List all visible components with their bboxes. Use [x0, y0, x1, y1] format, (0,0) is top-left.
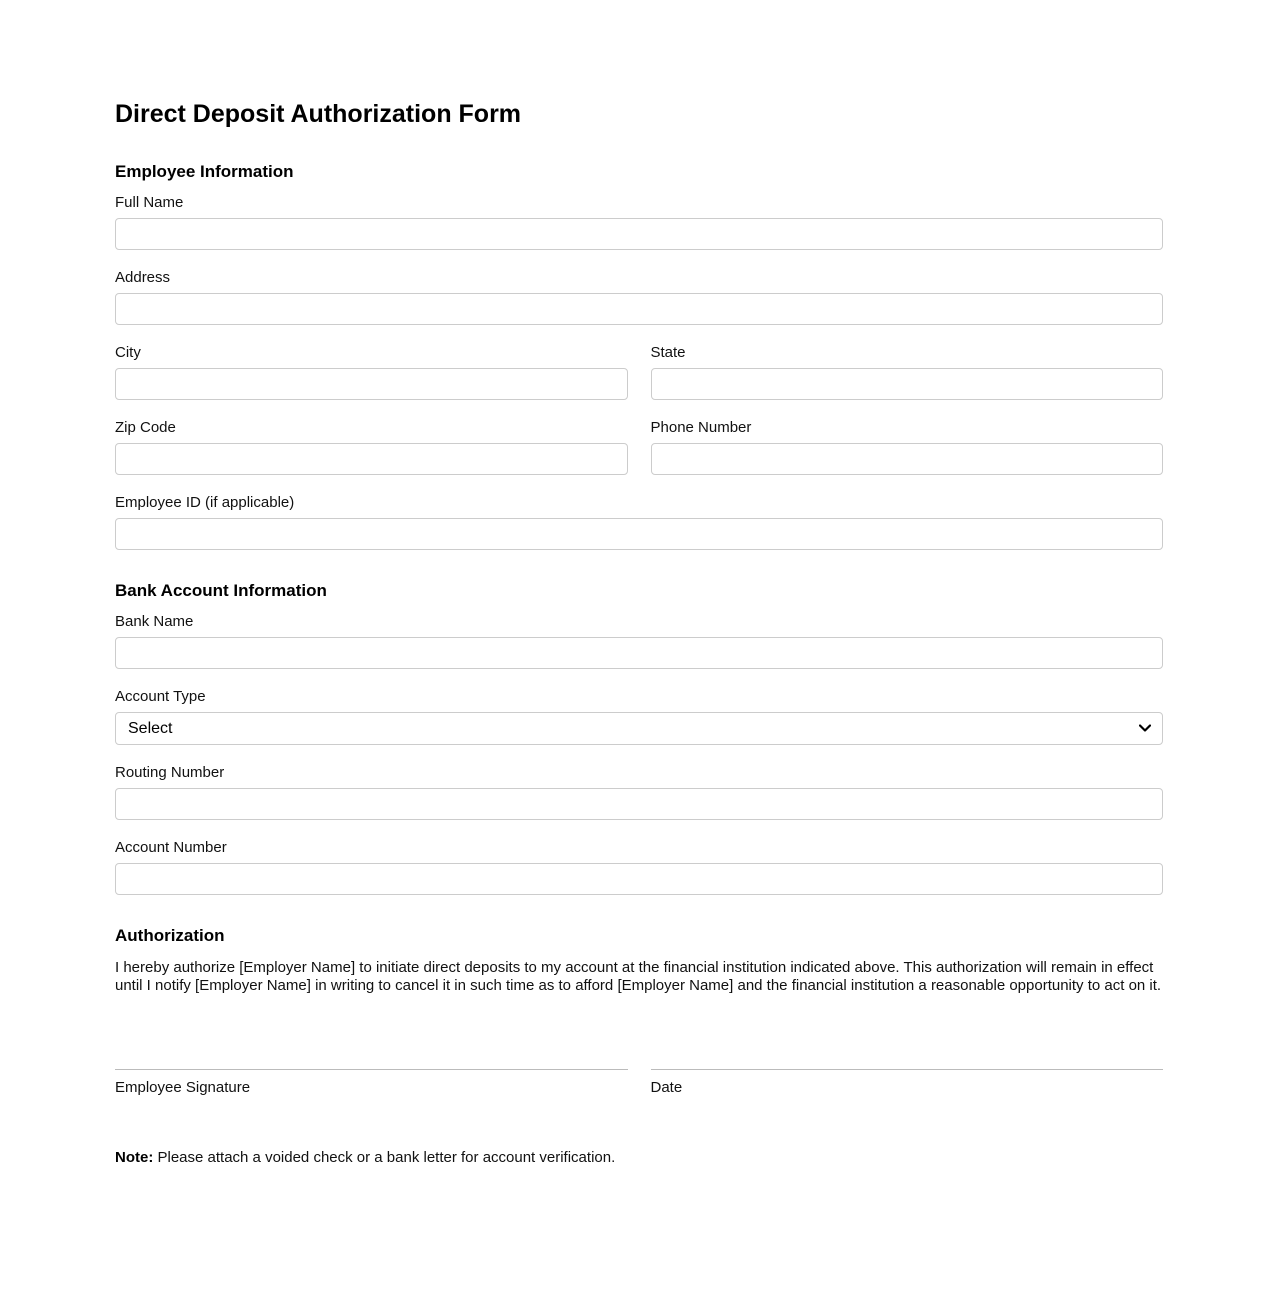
employee-id-input[interactable] — [115, 518, 1163, 550]
account-type-select-wrap — [115, 712, 1163, 745]
bank-account-information-heading: Bank Account Information — [115, 580, 327, 600]
note — [115, 1149, 1163, 1167]
city-state-row — [115, 345, 1163, 420]
zip-phone-row — [115, 420, 1163, 495]
city-input[interactable] — [115, 368, 628, 400]
account-number-label: Account Number — [115, 838, 227, 856]
full-name-label: Full Name — [115, 193, 184, 211]
account-number-input[interactable] — [115, 863, 1163, 895]
state-field — [651, 345, 1164, 400]
routing-number-input[interactable] — [115, 788, 1163, 820]
note-prefix: Note: — [115, 1148, 154, 1166]
page-title: Direct Deposit Authorization Form — [115, 100, 522, 128]
state-label: State — [650, 343, 686, 361]
employee-signature-line — [115, 1069, 628, 1070]
bank-name-input[interactable] — [115, 637, 1163, 669]
zip-code-label: Zip Code — [115, 418, 176, 436]
account-type-field — [115, 689, 1163, 745]
date-line — [651, 1069, 1164, 1070]
date-label: Date — [650, 1078, 683, 1096]
address-field — [115, 270, 1163, 325]
bank-name-label: Bank Name — [115, 612, 194, 630]
signature-row — [115, 1069, 1163, 1095]
bank-name-field — [115, 614, 1163, 669]
address-label: Address — [115, 268, 171, 286]
zip-code-field — [115, 420, 628, 475]
state-input[interactable] — [651, 368, 1164, 400]
employee-information-section — [115, 163, 1163, 550]
note-text: Please attach a voided check or a bank letter for account verification. — [157, 1148, 616, 1166]
city-field — [115, 345, 628, 400]
zip-code-input[interactable] — [115, 443, 628, 475]
authorization-section — [115, 927, 1163, 995]
employee-signature-block — [115, 1069, 628, 1095]
full-name-input[interactable] — [115, 218, 1163, 250]
employee-id-field — [115, 495, 1163, 550]
address-input[interactable] — [115, 293, 1163, 325]
phone-number-input[interactable] — [651, 443, 1164, 475]
employee-id-label: Employee ID (if applicable) — [115, 493, 295, 511]
city-label: City — [115, 343, 141, 361]
phone-number-label: Phone Number — [650, 418, 752, 436]
phone-number-field — [651, 420, 1164, 475]
account-number-field — [115, 840, 1163, 895]
date-block — [651, 1069, 1164, 1095]
employee-signature-label: Employee Signature — [115, 1078, 251, 1096]
full-name-field — [115, 195, 1163, 250]
employee-information-heading: Employee Information — [115, 161, 294, 181]
authorization-text: I hereby authorize [Employer Name] to initiate direct deposits to my account at the financial institution indicated above. This authorization will remain in effect until I notify [Employer Name] in writing to cancel it in such time as to afford [Employer Name] and the financial institution a reasonable opportunity to act on it. — [115, 958, 1162, 994]
bank-account-information-section — [115, 582, 1163, 895]
routing-number-field — [115, 765, 1163, 820]
account-type-select[interactable] — [115, 712, 1163, 745]
routing-number-label: Routing Number — [115, 763, 225, 781]
authorization-heading: Authorization — [115, 925, 225, 945]
account-type-label: Account Type — [115, 687, 206, 705]
direct-deposit-authorization-form — [115, 0, 1163, 1257]
